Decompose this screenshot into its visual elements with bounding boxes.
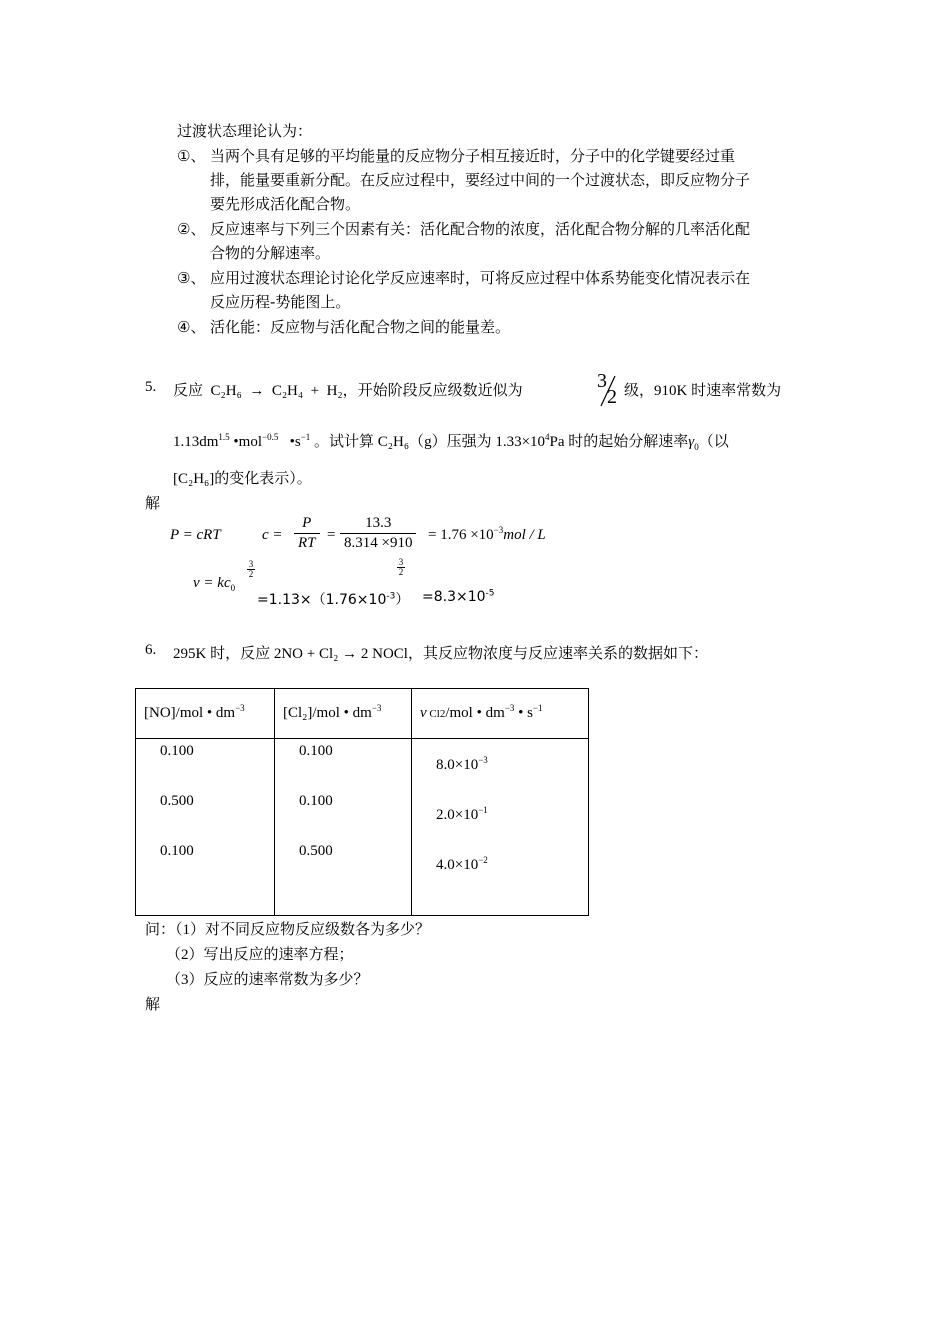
q5-eq2-paren-exp-num: 3 bbox=[398, 557, 404, 567]
rate-value-2: $2.0\times 10^{-1}$ bbox=[436, 805, 488, 823]
q5-solution-label: 解 bbox=[145, 496, 161, 512]
q6-text: 295K 时，反应 2NO + Cl₂ → 2 NOCl，其反应物浓度与反应速率关系的数据如下： bbox=[173, 646, 708, 662]
q6-question-1: 问：（1）对不同反应物反应级数各为多少？ bbox=[145, 922, 431, 938]
q5-eq2-exponent bbox=[247, 560, 255, 579]
q5-order-text: ，开始阶段反应级数近似为 bbox=[342, 383, 523, 399]
q5-eq1-frac1-den: RT bbox=[298, 535, 316, 551]
q5-order-suffix: 级，910K 时速率常数为 bbox=[624, 383, 782, 399]
q5-eq1-equals: = bbox=[327, 527, 336, 543]
point-2-line-2: 合物的分解速率。 bbox=[210, 244, 331, 262]
header-cl2: [Cl₂]/mol • $dm^{-3}$ bbox=[275, 689, 412, 739]
table-body-row bbox=[136, 739, 589, 916]
q5-eq1-frac2-den: 8.314 ×910 bbox=[344, 535, 413, 551]
q5-eq1-result: = $1.76 \times 10^{-3}mol / L$ bbox=[428, 525, 546, 543]
point-1-line-2: 排，能量要重新分配。在反应过程中，要经过中间的一个过渡状态，即反应物分子 bbox=[210, 171, 751, 189]
q6-solution-label: 解 bbox=[145, 997, 161, 1013]
q5-k-value: 1.13dm bbox=[173, 434, 219, 450]
q6-data-table bbox=[135, 688, 589, 916]
point-3-line-1: 应用过渡状态理论讨论化学反应速率时，可将反应过程中体系势能变化情况表示在 bbox=[210, 269, 751, 287]
q5-order-denominator: 2 bbox=[607, 386, 617, 408]
q5-k-exp-2: −0.5 bbox=[262, 432, 279, 442]
q5-k-s: •s bbox=[285, 434, 301, 450]
q5-k-exp-3: −1 bbox=[300, 432, 311, 442]
q5-reactant: C₂H₆ bbox=[210, 383, 242, 399]
q5-gamma-sub: 0 bbox=[694, 442, 699, 452]
point-2-number: ②、 bbox=[177, 220, 206, 238]
q5-arrow: → bbox=[249, 383, 265, 399]
q5-order-numerator: 3 bbox=[597, 370, 607, 392]
q5-calc-text: 。试计算 C₂H₆（g）压强为 1.33×10 bbox=[314, 434, 546, 450]
header-no: [NO]/mol • $dm^{-3}$ bbox=[136, 689, 275, 739]
q6-number: 6. bbox=[145, 642, 157, 658]
no-value-3: 0.100 bbox=[160, 843, 194, 859]
q6-question-2: （2）写出反应的速率方程； bbox=[166, 947, 354, 963]
q5-calc-text-3: （以 bbox=[698, 434, 729, 450]
table-header-row bbox=[136, 689, 589, 739]
q5-eq1-unit: mol / L bbox=[503, 527, 546, 543]
q5-eq2-mid: $=1.13\times(1.76\times 10^{-3})$ bbox=[257, 591, 410, 608]
q5-reaction-prefix: 反应 bbox=[173, 383, 204, 399]
q5-plus: + bbox=[310, 383, 320, 399]
q5-reaction-line bbox=[173, 379, 523, 400]
point-3-number: ③、 bbox=[177, 269, 206, 287]
q5-product-2: H₂ bbox=[326, 383, 343, 399]
q5-rate-constant-line bbox=[173, 430, 729, 451]
cl2-value-1: 0.100 bbox=[299, 743, 333, 759]
header-rate: ν Cl2/mol • $dm^{-3}$ • $s^{-1}$ bbox=[412, 689, 589, 739]
col-no-cell bbox=[136, 739, 275, 916]
col-cl2-cell bbox=[275, 739, 412, 916]
point-4-line-1: 活化能：反应物与活化配合物之间的能量差。 bbox=[210, 318, 511, 336]
q5-eq2-sub: 0 bbox=[230, 583, 236, 593]
point-1-line-3: 要先形成活化配合物。 bbox=[210, 195, 361, 213]
q5-eq1-frac2-num: 13.3 bbox=[340, 515, 416, 534]
q6-question-3: （3）反应的速率常数为多少？ bbox=[166, 972, 369, 988]
point-1-line-1: 当两个具有足够的平均能量的反应物分子相互接近时，分子中的化学键要经过重 bbox=[210, 147, 736, 165]
q5-eq2-exp-num: 3 bbox=[248, 559, 254, 569]
q5-eq1-result-exp: −3 bbox=[493, 525, 504, 535]
point-4-number: ④、 bbox=[177, 318, 206, 336]
q5-calc-exp: 4 bbox=[545, 432, 550, 442]
q5-eq2-close: ） bbox=[395, 592, 410, 608]
q5-eq1-left: P = cRT bbox=[170, 527, 221, 543]
q5-eq1-c: c = bbox=[262, 527, 283, 543]
cl2-value-2: 0.100 bbox=[299, 793, 333, 809]
q5-line-3: [C₂H₆]的变化表示）。 bbox=[173, 471, 312, 487]
q5-k-exp-1: 1.5 bbox=[218, 432, 230, 442]
q5-gamma: γ bbox=[688, 434, 695, 450]
rate-value-1: $8.0\times 10^{-3}$ bbox=[436, 755, 488, 773]
q5-eq2-mid-exp: -3 bbox=[386, 591, 396, 602]
no-value-1: 0.100 bbox=[160, 743, 194, 759]
q5-eq2-result: $=8.3\times 10^{-5}$ bbox=[422, 588, 495, 605]
point-1-number: ①、 bbox=[177, 147, 206, 165]
q5-eq1-frac1-num: P bbox=[294, 515, 320, 534]
q5-eq2-paren-exponent bbox=[397, 558, 405, 577]
theory-intro: 过渡状态理论认为： bbox=[177, 122, 313, 140]
q5-number: 5. bbox=[145, 379, 157, 395]
q5-eq1-fraction-1 bbox=[294, 515, 320, 552]
q5-product-1: C₂H₄ bbox=[271, 383, 304, 399]
q5-eq2-paren-exp-den: 2 bbox=[398, 567, 404, 577]
q5-k-mol: •mol bbox=[229, 434, 263, 450]
col-rate-cell bbox=[412, 739, 589, 916]
q5-order-fraction bbox=[593, 370, 623, 410]
q5-eq2-left: $\nu = kc_0$ bbox=[193, 575, 236, 593]
rate-value-3: $4.0\times 10^{-2}$ bbox=[436, 855, 488, 873]
no-value-2: 0.500 bbox=[160, 793, 194, 809]
q5-eq2-result-exp: -5 bbox=[485, 588, 495, 599]
q5-eq1-fraction-2 bbox=[340, 515, 416, 552]
q5-calc-text-2: Pa 时的起始分解速率 bbox=[549, 434, 689, 450]
cl2-value-3: 0.500 bbox=[299, 843, 333, 859]
point-3-line-2: 反应历程-势能图上。 bbox=[210, 293, 351, 311]
point-2-line-1: 反应速率与下列三个因素有关：活化配合物的浓度，活化配合物分解的几率活化配 bbox=[210, 220, 751, 238]
q5-eq2-exp-den: 2 bbox=[248, 569, 254, 579]
